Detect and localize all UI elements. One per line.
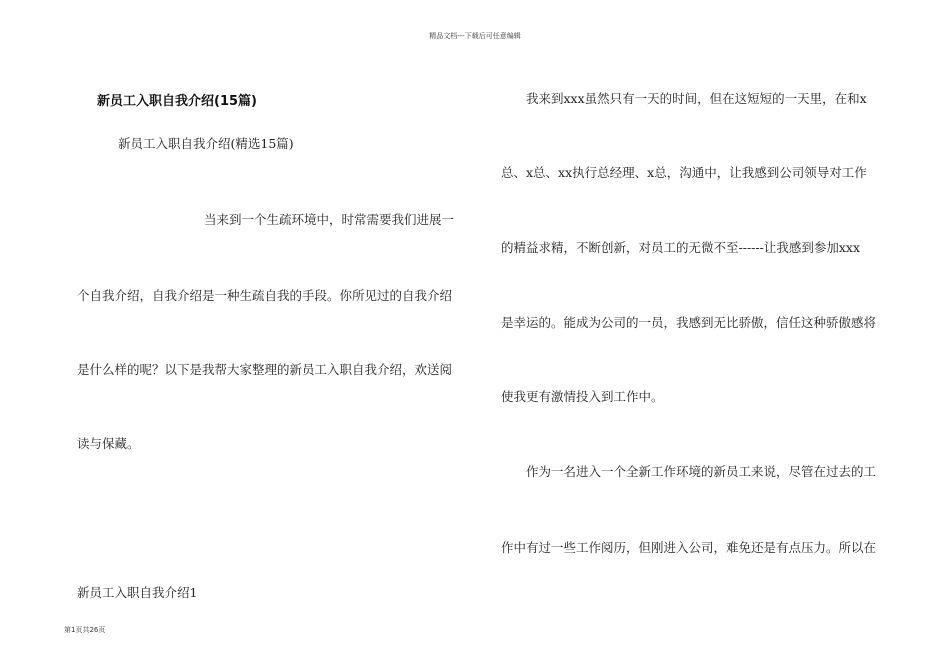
body-line: 作中有过一些工作阅历，但刚进入公司，难免还是有点压力。所以在 <box>501 540 877 555</box>
body-line: 是幸运的。能成为公司的一员，我感到无比骄傲，信任这种骄傲感将 <box>501 315 877 330</box>
section-heading: 新员工入职自我介绍1 <box>77 585 198 600</box>
body-line: 作为一名进入一个全新工作环境的新员工来说，尽管在过去的工 <box>526 464 877 479</box>
page-header: 精品文档---下载后可任意编辑 <box>429 32 521 40</box>
body-line: 总、x总、xx执行总经理、x总，沟通中，让我感到公司领导对工作 <box>501 165 867 180</box>
intro-line: 读与保藏。 <box>77 436 140 451</box>
page-number: 第1页共26页 <box>64 626 106 634</box>
body-line: 使我更有激情投入到工作中。 <box>501 389 664 404</box>
body-line: 我来到xxx虽然只有一天的时间，但在这短短的一天里，在和x <box>526 91 867 106</box>
document-title: 新员工入职自我介绍(15篇) <box>97 94 257 109</box>
intro-line: 个自我介绍，自我介绍是一种生疏自我的手段。你所见过的自我介绍 <box>77 288 453 303</box>
document-subtitle: 新员工入职自我介绍(精选15篇) <box>118 136 294 151</box>
intro-line: 是什么样的呢？以下是我帮大家整理的新员工入职自我介绍，欢送阅 <box>77 362 453 377</box>
intro-line: 当来到一个生疏环境中，时常需要我们进展一 <box>204 212 455 227</box>
body-line: 的精益求精，不断创新，对员工的无微不至------让我感到参加xxx <box>501 240 860 255</box>
